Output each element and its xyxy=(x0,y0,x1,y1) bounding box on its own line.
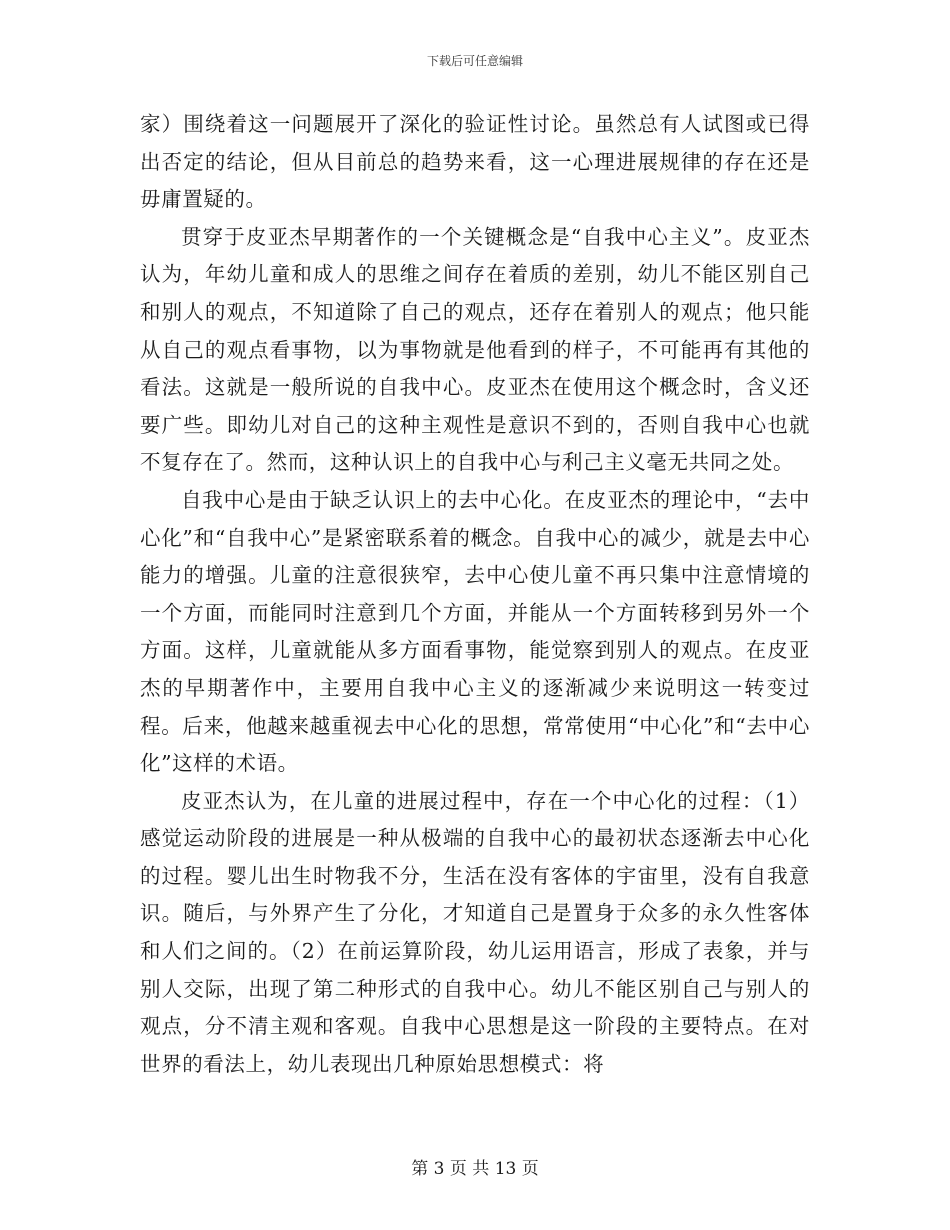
page-footer: 第 3 页 共 13 页 xyxy=(411,1159,539,1179)
page-header: 下载后可任意编辑 xyxy=(426,54,523,68)
paragraph-continuation: 家）围绕着这一问题展开了深化的验证性讨论。虽然总有人试图或已得出否定的结论，但从目前总的趋势来看，这一心理进展规律的存在还是毋庸置疑的。 xyxy=(140,112,810,212)
paragraph-centration-process: 皮亚杰认为，在儿童的进展过程中，存在一个中心化的过程：（1）感觉运动阶段的进展是一种从极端的自我中心的最初状态逐渐去中心化的过程。婴儿出生时物我不分，生活在没有客体的宇宙里，没有自我意识。随后，与外界产生了分化，才知道自己是置身于众多的永久性客体和人们之间的。（2）在前运算阶段，幼儿运用语言，形成了表象，并与别人交际，出现了第二种形式的自我中心。幼儿不能区别自己与别人的观点，分不清主观和客观。自我中心思想是这一阶段的主要特点。在对世界的看法上，幼儿表现出几种原始思想模式：将 xyxy=(140,788,810,1076)
paragraph-decentration: 自我中心是由于缺乏认识上的去中心化。在皮亚杰的理论中，“去中心化”和“自我中心”是紧密联系着的概念。自我中心的减少，就是去中心能力的增强。儿童的注意很狭窄，去中心使儿童不再只集中注意情境的一个方面，而能同时注意到几个方面，并能从一个方面转移到另外一个方面。这样，儿童就能从多方面看事物，能觉察到别人的观点。在皮亚杰的早期著作中，主要用自我中心主义的逐渐减少来说明这一转变过程。后来，他越来越重视去中心化的思想，常常使用“中心化”和“去中心化”这样的术语。 xyxy=(140,487,810,776)
paragraph-egocentrism: 贯穿于皮亚杰早期著作的一个关键概念是“自我中心主义”。皮亚杰认为，年幼儿童和成人的思维之间存在着质的差别，幼儿不能区别自己和别人的观点，不知道除了自己的观点，还存在着别人的观点；他只能从自己的观点看事物，以为事物就是他看到的样子，不可能再有其他的看法。这就是一般所说的自我中心。皮亚杰在使用这个概念时，含义还要广些。即幼儿对自己的这种主观性是意识不到的，否则自我中心也就不复存在了。然而，这种认识上的自我中心与利己主义毫无共同之处。 xyxy=(140,224,810,475)
document-body xyxy=(140,106,810,1083)
